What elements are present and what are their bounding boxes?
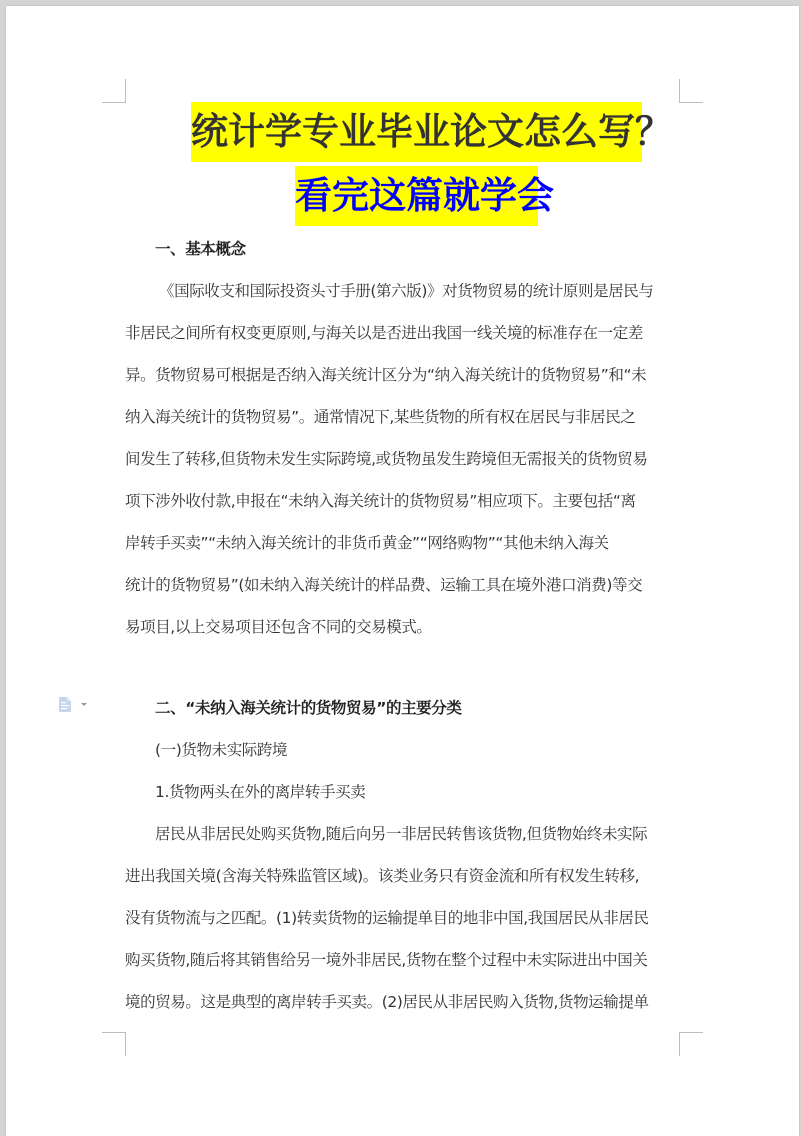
margin-corner-bottom-right (679, 1032, 703, 1056)
margin-corner-top-right (679, 79, 703, 103)
paragraph-line: 岸转手买卖”“未纳入海关统计的非货币黄金”“网络购物”“其他未纳入海关 (125, 534, 609, 552)
paragraph-line: 间发生了转移,但货物未发生实际跨境,或货物虽发生跨境但无需报关的货物贸易 (125, 450, 648, 468)
paragraph-line: 购买货物,随后将其销售给另一境外非居民,货物在整个过程中未实际进出中国关 (125, 951, 648, 969)
paragraph-line: 易项目,以上交易项目还包含不同的交易模式。 (125, 618, 432, 636)
title-line-2: 看完这篇就学会 (295, 166, 538, 226)
subheading: 1.货物两头在外的离岸转手买卖 (155, 783, 366, 801)
margin-corner-bottom-left (102, 1032, 126, 1056)
margin-corner-top-left (102, 79, 126, 103)
document-page (6, 6, 799, 1136)
paragraph-line: 境的贸易。这是典型的离岸转手买卖。(2)居民从非居民购入货物,货物运输提单 (125, 993, 649, 1011)
section-heading: 一、基本概念 (155, 240, 246, 258)
caret-down-icon[interactable] (81, 703, 87, 706)
title-line-1: 统计学专业毕业论文怎么写？ (191, 102, 642, 162)
paragraph-line: 居民从非居民处购买货物,随后向另一非居民转售该货物,但货物始终未实际 (155, 825, 648, 843)
paragraph-line: 异。货物贸易可根据是否纳入海关统计区分为“纳入海关统计的货物贸易”和“未 (125, 366, 647, 384)
section-heading: 二、“未纳入海关统计的货物贸易”的主要分类 (155, 699, 462, 717)
document-icon[interactable] (59, 697, 71, 712)
subheading: (一)货物未实际跨境 (155, 741, 288, 759)
paragraph-line: 统计的货物贸易”(如未纳入海关统计的样品费、运输工具在境外港口消费)等交 (125, 576, 643, 594)
paragraph-line: 进出我国关境(含海关特殊监管区域)。该类业务只有资金流和所有权发生转移, (125, 867, 640, 885)
paragraph-line: 非居民之间所有权变更原则,与海关以是否进出我国一线关境的标准存在一定差 (125, 324, 643, 342)
paragraph-line: 《国际收支和国际投资头寸手册(第六版)》对货物贸易的统计原则是居民与 (159, 282, 654, 300)
paragraph-line: 没有货物流与之匹配。(1)转卖货物的运输提单目的地非中国,我国居民从非居民 (125, 909, 649, 927)
paragraph-line: 项下涉外收付款,申报在“未纳入海关统计的货物贸易”相应项下。主要包括“离 (125, 492, 636, 510)
paragraph-line: 纳入海关统计的货物贸易”。通常情况下,某些货物的所有权在居民与非居民之 (125, 408, 636, 426)
